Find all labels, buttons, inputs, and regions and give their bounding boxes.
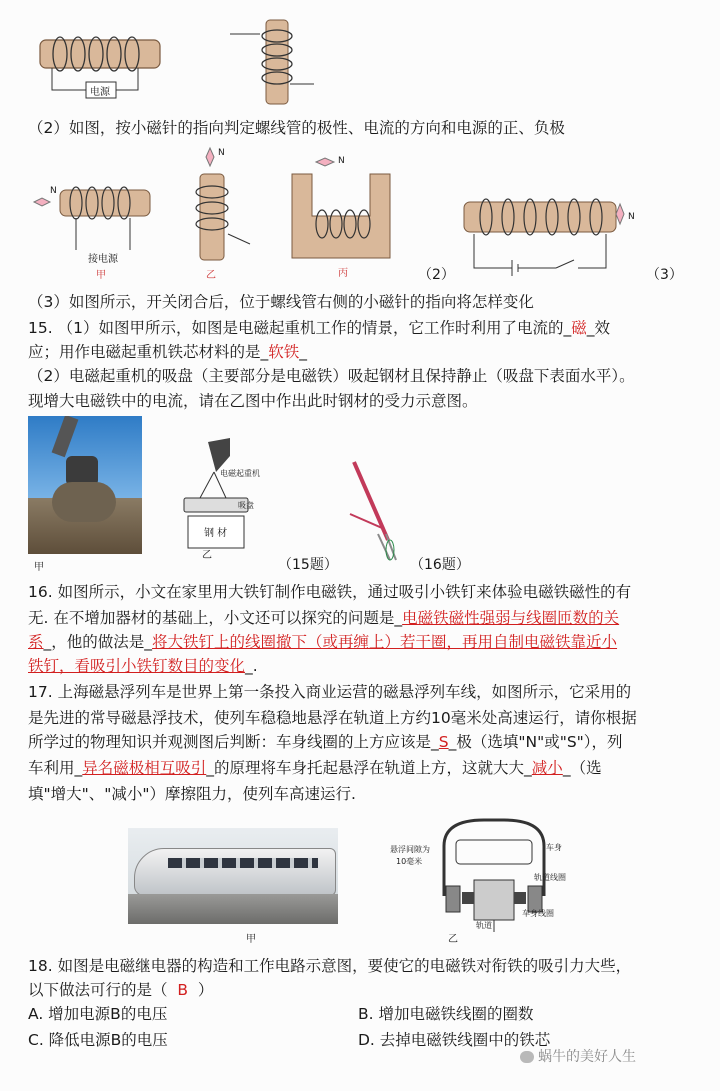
crane-label: 电磁起重机 (220, 469, 260, 478)
q18-answer: B (177, 981, 189, 999)
track-coil-label: 轨道线圈 (534, 873, 566, 882)
bing-label: 丙 (338, 268, 348, 279)
jia-label: 甲 (96, 270, 106, 281)
yi-label: 乙 (448, 934, 458, 945)
n-label: N (338, 156, 345, 166)
q18-option-b: B. 增加电磁铁线圈的圈数 (358, 1005, 534, 1023)
q14-part2-text: （2）如图，按小磁针的指向判定螺线管的极性、电流的方向和电源的正、负极 (28, 119, 565, 137)
q17-line4: 车利用_异名磁极相互吸引_的原理将车身托起悬浮在轨道上方，这就大大_减小_（选 (28, 759, 602, 777)
q16-answer-2a: 将大铁钉上的线圈撤下（或再缠上）若干圈，再用自制电磁铁靠近小 (152, 633, 618, 651)
q14-tag-2: （2） (418, 267, 455, 283)
maglev-diagram (384, 816, 580, 936)
q18-option-a: A. 增加电源B的电压 (28, 1005, 168, 1023)
q15-tag: （15题） (278, 557, 338, 573)
q17-line3: 所学过的物理知识并观测图后判断：车身线圈的上方应该是_S_极（选填"N"或"S"），列 (28, 733, 623, 751)
yi-label: 乙 (206, 270, 216, 281)
q14-figure-bing (288, 152, 398, 282)
q15-answer-1: 磁 (571, 319, 587, 337)
q16-answer-1a: 电磁铁磁性强弱与线圈匝数的关 (402, 609, 620, 627)
body-label: 车身 (546, 843, 562, 852)
q15-line1: 15. （1）如图甲所示，如图是电磁起重机工作的情景，它工作时利用了电流的_磁_效 (28, 319, 610, 337)
body-coil-label: 车身线圈 (522, 909, 554, 918)
jia-label: 甲 (34, 562, 44, 573)
q15-line1-post: 效 (594, 319, 610, 337)
q18-line2-pre: 以下做法可行的是（ (28, 981, 168, 999)
q15-answer-2: 软铁 (268, 343, 300, 361)
q17-line4-mid: 的原理将车身托起悬浮在轨道上方，这就大大 (214, 759, 525, 777)
top-figure-vertical-solenoid (230, 10, 320, 106)
q17-answer-1: S (438, 733, 449, 751)
q15-line3: （2）电磁起重机的吸盘（主要部分是电磁铁）吸起钢材且保持静止（吸盘下表面水平）。 (28, 367, 635, 385)
q16-line4: 铁钉，看吸引小铁钉数目的变化_. (28, 657, 258, 675)
q14-part3-text: （3）如图所示，开关闭合后，位于螺线管右侧的小磁针的指向将怎样变化 (28, 293, 534, 311)
track-label: 轨道 (476, 921, 492, 930)
n-label: N (628, 212, 635, 222)
q17-line2: 是先进的常导磁悬浮技术，使列车稳稳地悬浮在轨道上方约10毫米处高速运行，请你根据 (28, 709, 637, 727)
jia-label: 甲 (246, 934, 256, 945)
q16-line1: 16. 如图所示，小文在家里用大铁钉制作电磁铁，通过吸引小铁钉来体验电磁铁磁性的有 (28, 583, 632, 601)
q17-line4-pre: 车利用 (28, 759, 75, 777)
q16-line3-mid: ，他的做法是 (51, 633, 145, 651)
q14-figure-3-needle (612, 202, 642, 232)
steel-label: 钢 材 (204, 528, 228, 539)
q17-line3-pre: 所学过的物理知识并观测图后判断：车身线圈的上方应该是 (28, 733, 432, 751)
power-label: 电源 (90, 87, 110, 98)
q15-line1-pre: 15. （1）如图甲所示，如图是电磁起重机工作的情景，它工作时利用了电流的 (28, 319, 564, 337)
q15-line2-pre: 应；用作电磁起重机铁芯材料的是 (28, 343, 261, 361)
crane-photo (28, 416, 142, 554)
q18-line1: 18. 如图是电磁继电器的构造和工作电路示意图，要使它的电磁铁对衔铁的吸引力大些， (28, 957, 632, 975)
watermark-text: 蜗牛的美好人生 (538, 1049, 636, 1065)
q17-line5: 填"增大"、"减小"）摩擦阻力，使列车高速运行. (28, 785, 356, 803)
q15-line4: 现增大电磁铁中的电流，请在乙图中作出此时钢材的受力示意图。 (28, 392, 478, 410)
gap-label-1: 悬浮间隙为 (390, 845, 430, 854)
q17-line4-post: （选 (570, 759, 602, 777)
q16-line2: 无. 在不增加器材的基础上，小文还可以探究的问题是_电磁铁磁性强弱与线圈匝数的关 (28, 609, 620, 627)
q16-line4-post: . (252, 657, 258, 675)
q17-line1: 17. 上海磁悬浮列车是世界上第一条投入商业运营的磁悬浮列车线，如图所示，它采用的 (28, 683, 632, 701)
wechat-icon (520, 1051, 534, 1063)
disc-label: 吸盘 (238, 501, 254, 510)
connect-power-label: 接电源 (88, 254, 118, 265)
q18-line2 (28, 980, 213, 1000)
top-figure-solenoid-power (30, 18, 170, 104)
q16-answer-1b: 系 (28, 633, 44, 651)
q17-answer-2: 异名磁极相互吸引 (82, 759, 207, 777)
q18-line2-post: ） (197, 981, 214, 999)
q16-figure-nail (330, 456, 420, 566)
q18-option-c: C. 降低电源B的电压 (28, 1031, 168, 1049)
q16-tag: （16题） (410, 557, 470, 573)
q15-line2: 应；用作电磁起重机铁芯材料的是_软铁_ (28, 343, 308, 361)
q16-line3: 系_，他的做法是_将大铁钉上的线圈撤下（或再缠上）若干圈，再用自制电磁铁靠近小 (28, 633, 618, 651)
yi-label: 乙 (202, 550, 212, 561)
maglev-photo (128, 828, 338, 924)
gap-label-2: 10毫米 (396, 857, 423, 866)
q14-tag-3: （3） (646, 267, 683, 283)
q16-answer-2b: 铁钉，看吸引小铁钉数目的变化 (28, 657, 246, 675)
q17-answer-3: 减小 (531, 759, 563, 777)
q18-option-d: D. 去掉电磁铁线圈中的铁芯 (358, 1031, 551, 1049)
q15-figure-yi (178, 436, 268, 560)
q14-figure-jia (30, 172, 160, 282)
q14-figure-yi (186, 144, 266, 284)
watermark (520, 1046, 636, 1066)
n-label: N (218, 148, 225, 158)
n-label: N (50, 186, 57, 196)
q17-line3-post: 极（选填"N"或"S"），列 (456, 733, 623, 751)
q16-line2-pre: 无. 在不增加器材的基础上，小文还可以探究的问题是 (28, 609, 395, 627)
